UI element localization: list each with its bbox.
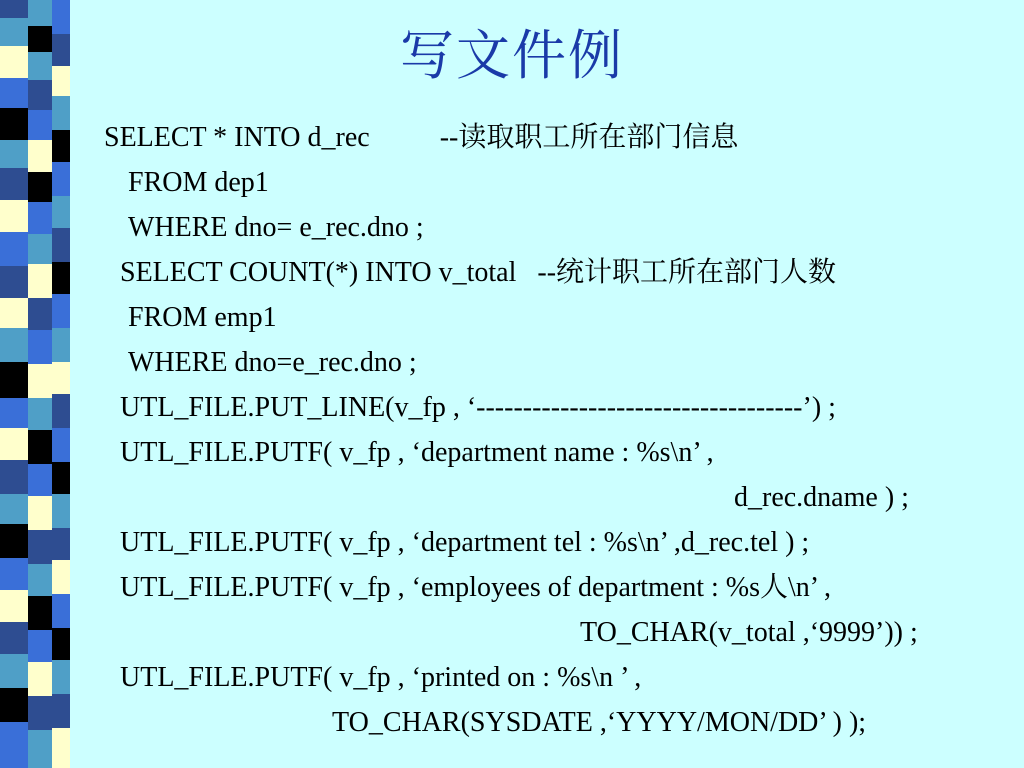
code-line-14: TO_CHAR(SYSDATE ,‘YYYY/MON/DD’ ) ); xyxy=(332,707,867,738)
code-line-4: SELECT COUNT(*) INTO v_total --统计职工所在部门人数 xyxy=(120,257,837,288)
code-line-12: TO_CHAR(v_total ,‘9999’)) ; xyxy=(580,617,918,648)
code-line-2: FROM dep1 xyxy=(128,167,269,198)
code-line-9: d_rec.dname ) ; xyxy=(734,482,909,513)
code-line-10: UTL_FILE.PUTF( v_fp , ‘department tel : %s\n’ ,d_rec.tel ) ; xyxy=(120,527,810,558)
code-line-6: WHERE dno=e_rec.dno ; xyxy=(128,347,417,378)
code-line-8: UTL_FILE.PUTF( v_fp , ‘department name : %s\n’ , xyxy=(120,437,714,468)
code-line-7: UTL_FILE.PUT_LINE(v_fp , ‘-----------------------------------’) ; xyxy=(120,392,836,423)
code-line-3: WHERE dno= e_rec.dno ; xyxy=(128,212,424,243)
decorative-side-strip xyxy=(0,0,78,768)
slide-title: 写文件例 xyxy=(400,24,624,87)
code-line-5: FROM emp1 xyxy=(128,302,277,333)
code-line-1: SELECT * INTO d_rec --读取职工所在部门信息 xyxy=(104,122,739,153)
code-line-13: UTL_FILE.PUTF( v_fp , ‘printed on : %s\n ’ , xyxy=(120,662,642,693)
code-line-11: UTL_FILE.PUTF( v_fp , ‘employees of department : %s人\n’ , xyxy=(120,572,832,603)
